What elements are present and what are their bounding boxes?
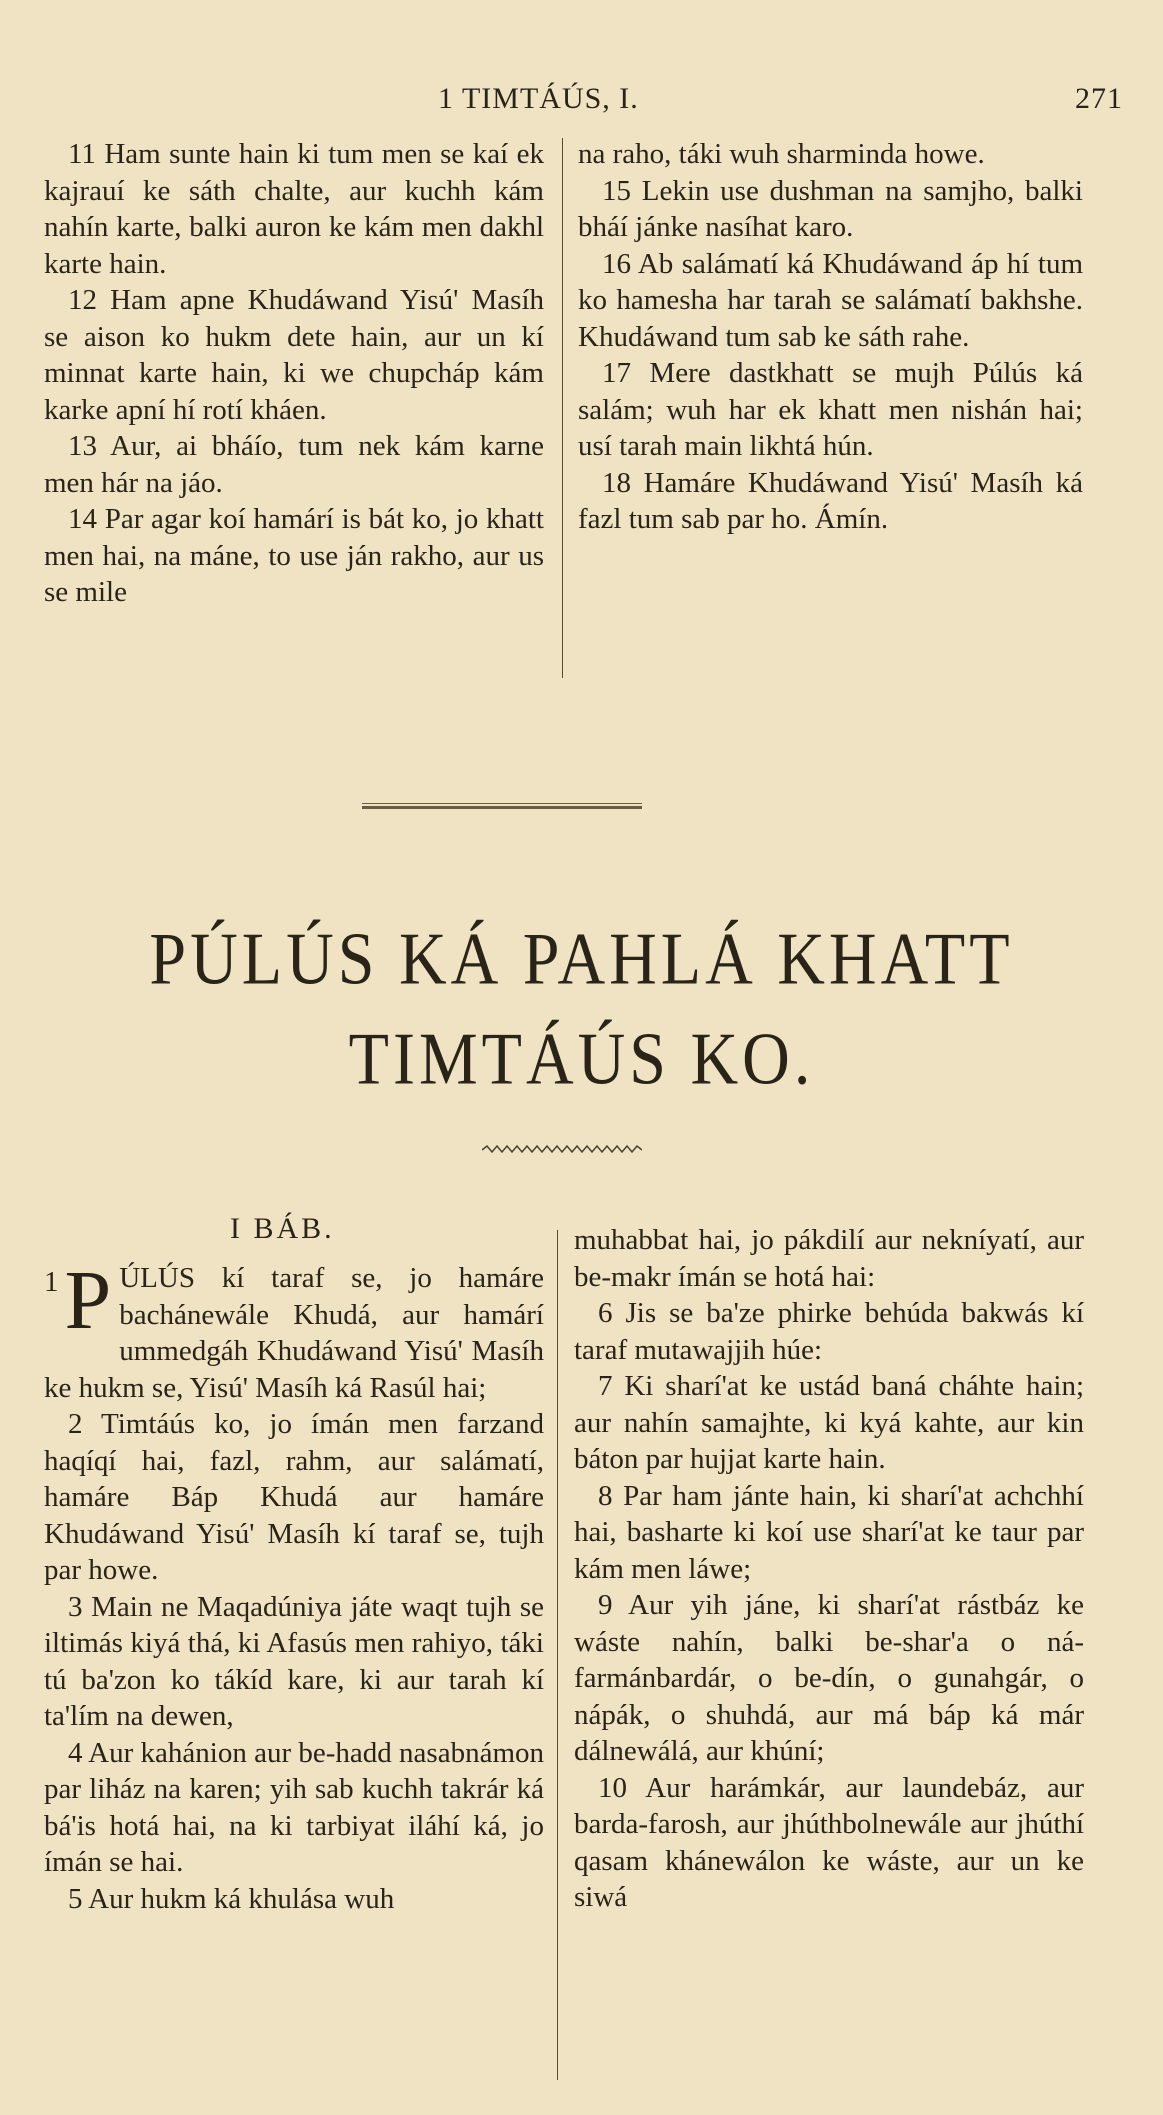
- bottom-left-column: [44, 1254, 544, 1917]
- book-title-line-2: TIMTÁÚS KO.: [348, 1018, 815, 1101]
- verse-text: ÚLÚS kí taraf se, jo hamáre bachánewále Khudá, aur hamárí ummedgáh Khudáwand Yisú' Masíh ke hukm se, Yisú' Masíh ká Rasúl hai;: [44, 1262, 544, 1404]
- verse: 4 Aur kahánion aur be-hadd nasabnámon par liház na karen; yih sab kuchh takrár ká bá'is hotá hai, na ki tarbiyat iláhí ká, jo ímán se hai.: [44, 1736, 544, 1878]
- ornament-rule: [482, 1143, 642, 1157]
- section-divider: [362, 803, 642, 809]
- column-rule: [562, 138, 563, 678]
- verse: 2 Timtáús ko, jo ímán men farzand haqíqí hai, fazl, rahm, aur salámatí, hamáre Báp Khudá aur hamáre Khudáwand Yisú' Masíh kí taraf se, tujh par howe.: [44, 1408, 544, 1586]
- book-title-line-1: PÚLÚS KÁ PAHLÁ KHATT: [149, 918, 1014, 1001]
- verse: 10 Aur harámkár, aur laundebáz, aur barda-farosh, aur jhúthbolnewále aur jhúthí qasam khánewálon ke wáste, aur un ke siwá: [574, 1771, 1084, 1913]
- verse: 8 Par ham jánte hain, ki sharí'at achchhí hai, basharte ki koí use sharí'at ke taur par kám men láwe;: [574, 1479, 1084, 1585]
- verse: 7 Ki sharí'at ke ustád baná cháhte hain; aur nahín samajhte, ki kyá kahte, aur kin báton par hujjat karte hain.: [574, 1370, 1084, 1475]
- verse-number: 1: [44, 1266, 59, 1298]
- running-title: 1 TIMTÁÚS, I.: [438, 82, 639, 115]
- verse: 13 Aur, ai bháío, tum nek kám karne men hár na jáo.: [44, 430, 544, 499]
- verse-1: [44, 1254, 544, 1406]
- verse: 16 Ab salámatí ká Khudáwand áp hí tum ko hamesha har tarah se salámatí bakhshe. Khudáwand tum sab ke sáth rahe.: [578, 247, 1083, 353]
- verse: 17 Mere dastkhatt se mujh Púlús ká salám; wuh har ek khatt men nishán hai; usí tarah main likhtá hún.: [578, 357, 1083, 462]
- verse: 18 Hamáre Khudáwand Yisú' Masíh ká fazl tum sab par ho. Ámín.: [578, 466, 1083, 535]
- verse: 3 Main ne Maqadúniya játe waqt tujh se iltimás kiyá thá, ki Afasús men rahiyo, táki tú ba'zon ko tákíd kare, ki aur tarah kí ta'lím na dewen,: [44, 1590, 544, 1732]
- verse: 6 Jis se ba'ze phirke behúda bakwás kí taraf mutawajjih húe:: [574, 1297, 1084, 1366]
- top-left-column: [44, 136, 544, 611]
- verse: 9 Aur yih jáne, ki sharí'at rástbáz ke wáste nahín, balki be-shar'a o ná-farmánbardár, o be-dín, o gunahgár, o nápák, o shuhdá, aur má báp ká már dálnewálá, aur khúní;: [574, 1589, 1084, 1767]
- column-rule: [557, 1230, 558, 2080]
- verse: 14 Par agar koí hamárí is bát ko, jo khatt men hai, na máne, to use ján rakho, aur us se mile: [44, 503, 544, 608]
- running-header: [40, 82, 1123, 122]
- verse-continuation: na raho, táki wuh sharminda howe.: [578, 138, 985, 170]
- chapter-heading: I BÁB.: [230, 1212, 335, 1245]
- verse-continuation: muhabbat hai, jo pákdilí aur nekníyatí, aur be-makr ímán se hotá hai:: [574, 1224, 1084, 1293]
- verse: 5 Aur hukm ká khulása wuh: [68, 1882, 395, 1915]
- verse: 12 Ham apne Khudáwand Yisú' Masíh se aison ko hukm dete hain, aur un kí minnat karte hain, ki we chupcháp kám karke apní hí rotí kháen.: [44, 284, 544, 426]
- verse: 15 Lekin use dushman na samjho, balki bháí jánke nasíhat karo.: [578, 174, 1083, 243]
- verse: 11 Ham sunte hain ki tum men se kaí ek kajrauí ke sáth chalte, aur kuchh kám nahín karte, balki auron ke kám men dakhl karte hain.: [44, 138, 544, 280]
- drop-cap: P: [64, 1254, 112, 1347]
- top-right-column: [578, 136, 1083, 538]
- page-number: 271: [1075, 82, 1123, 115]
- bottom-right-column: [574, 1222, 1084, 1916]
